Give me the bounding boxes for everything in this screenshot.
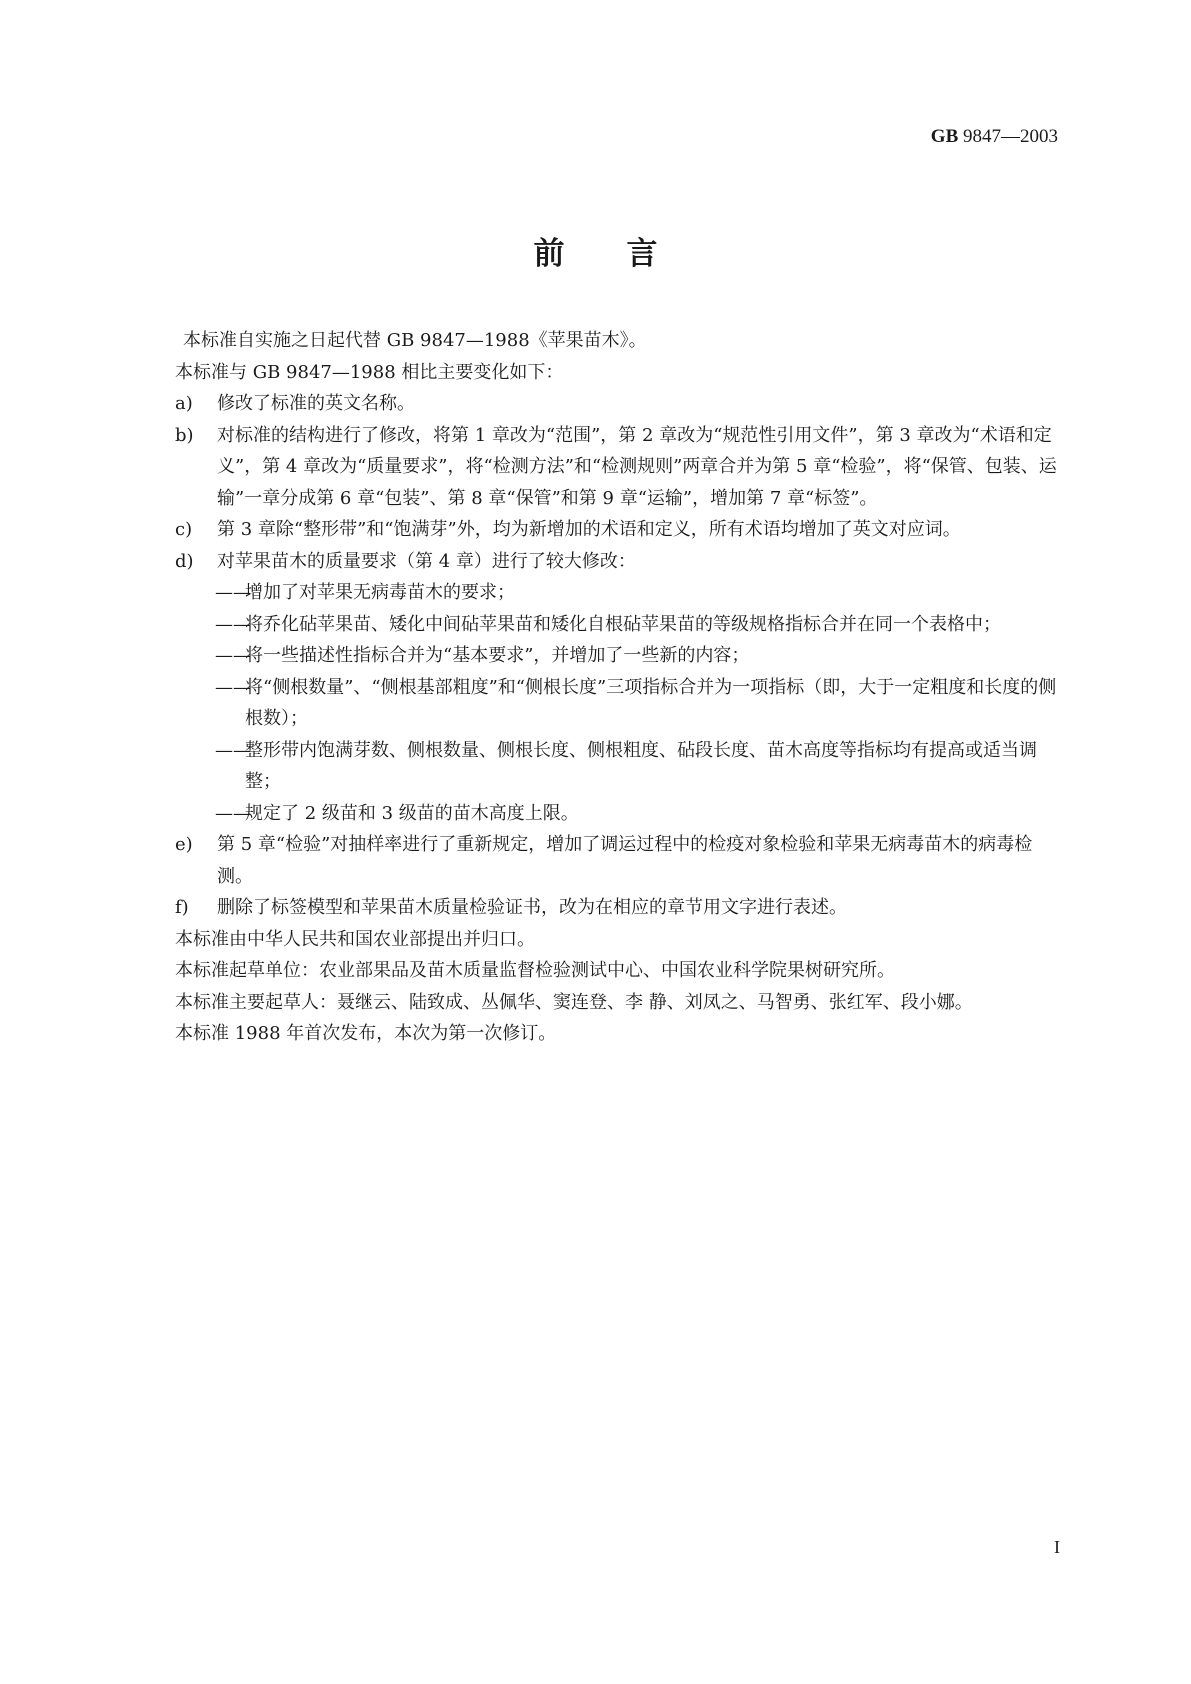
list-item-text: 第 3 章除“整形带”和“饱满芽”外，均为新增加的术语和定义，所有术语均增加了英文对应词。	[217, 519, 961, 540]
dash-marker: ——	[215, 645, 251, 666]
intro-paragraph-1: 本标准自实施之日起代替 GB 9847—1988《苹果苗木》。	[183, 330, 647, 351]
list-item-b	[175, 420, 1058, 515]
list-item-text: 对标准的结构进行了修改，将第 1 章改为“范围”，第 2 章改为“规范性引用文件”，第 3 章改为“术语和定义”，第 4 章改为“质量要求”，将“检测方法”和“检测规则”两章合并为第 5 章“检验”，将“保管、包装、运输”一章分成第 6 章“包装”、第 8 章“保管”和第 9 章“运输”，增加第 7 章“标签”。	[217, 424, 1057, 509]
sub-item-text: 规定了 2 级苗和 3 级苗的苗木高度上限。	[245, 802, 579, 824]
sub-item-1	[175, 577, 1058, 609]
list-item-text: 第 5 章“检验”对抽样率进行了重新规定，增加了调运过程中的检疫对象检验和苹果无病毒苗木的病毒检测。	[217, 834, 1033, 887]
sub-item-text: 将“侧根数量”、“侧根基部粗度”和“侧根长度”三项指标合并为一项指标（即，大于一定粗度和长度的侧根数）；	[245, 676, 1057, 729]
standard-number	[931, 126, 1058, 148]
sub-item-text: 将乔化砧苹果苗、矮化中间砧苹果苗和矮化自根砧苹果苗的等级规格指标合并在同一个表格中；	[245, 613, 1001, 635]
page-number: I	[1054, 1537, 1060, 1557]
list-item-text: 删除了标签模型和苹果苗木质量检验证书，改为在相应的章节用文字进行表述。	[217, 897, 847, 918]
list-item-f	[175, 892, 1058, 924]
list-marker: b)	[175, 424, 194, 446]
sub-item-text: 将一些描述性指标合并为“基本要求”，并增加了一些新的内容；	[245, 645, 750, 666]
list-marker: f)	[175, 897, 189, 918]
sub-item-3	[175, 640, 1058, 672]
sub-item-text: 增加了对苹果无病毒苗木的要求；	[245, 582, 515, 603]
list-marker: d)	[175, 550, 194, 572]
closing-paragraph-2: 本标准起草单位：农业部果品及苗木质量监督检验测试中心、中国农业科学院果树研究所。	[175, 960, 895, 981]
list-item-e	[175, 829, 1058, 892]
document-body	[175, 325, 1058, 1050]
list-marker: e)	[175, 834, 193, 855]
list-marker: c)	[175, 519, 193, 540]
closing-paragraph-3: 本标准主要起草人：聂继云、陆致成、丛佩华、窦连登、李 静、刘凤之、马智勇、张红军、段小娜。	[175, 991, 973, 1013]
sub-item-2	[175, 609, 1058, 641]
list-item-a	[175, 388, 1058, 420]
intro-paragraph-2: 本标准与 GB 9847—1988 相比主要变化如下：	[175, 361, 564, 383]
page-title: 前 言	[533, 236, 658, 272]
list-item-text: 对苹果苗木的质量要求（第 4 章）进行了较大修改：	[217, 550, 636, 572]
list-item-c	[175, 514, 1058, 546]
sub-item-5	[175, 735, 1058, 798]
dash-marker: ——	[215, 613, 251, 635]
standard-code: 9847—2003	[963, 126, 1058, 147]
closing-paragraph-1: 本标准由中华人民共和国农业部提出并归口。	[175, 928, 535, 950]
closing-paragraph-4: 本标准 1988 年首次发布，本次为第一次修订。	[175, 1023, 557, 1044]
list-item-text: 修改了标准的英文名称。	[217, 393, 415, 414]
sub-item-6	[175, 798, 1058, 830]
dash-marker: ——	[215, 582, 251, 603]
dash-marker: ——	[215, 802, 251, 824]
list-marker: a)	[175, 393, 193, 414]
list-item-d	[175, 546, 1058, 578]
standard-prefix: GB	[930, 126, 959, 147]
dash-marker: ——	[215, 739, 251, 761]
dash-marker: ——	[215, 676, 251, 698]
sub-item-4	[175, 672, 1058, 735]
sub-item-text: 整形带内饱满芽数、侧根数量、侧根长度、侧根粗度、砧段长度、苗木高度等指标均有提高或适当调整；	[245, 739, 1037, 792]
